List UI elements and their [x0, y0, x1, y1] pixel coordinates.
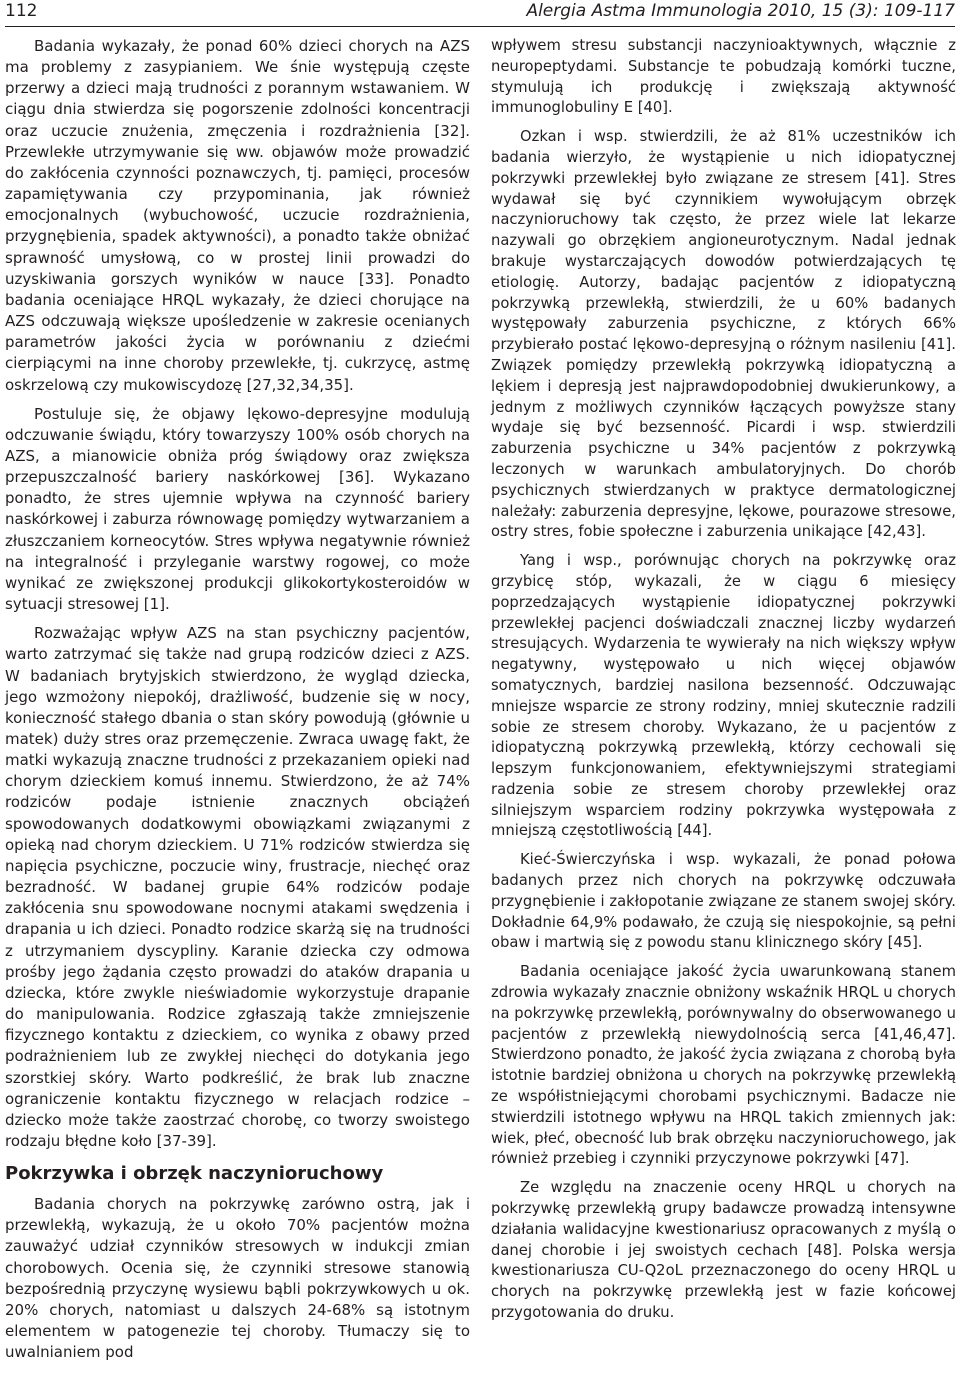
body-paragraph: Ze względu na znaczenie oceny HRQL u chorych na pokrzywkę przewlekłą grupy badawcze prowadzą intensywne działania walidacyjne kwestionariusz opracowanych z myślą o danej chorobie i jej swoistych cechach [48]. Polska wersja kwestionariusza CU-Q2oL przeznaczonego do oceny HRQL u chorych na pokrzywkę przewlekłą jest w fazie końcowej przygotowania do druku. [491, 1179, 956, 1322]
page-header [5, 0, 955, 26]
section-heading: Pokrzywka i obrzęk naczynioruchowy [5, 1163, 384, 1185]
body-paragraph: wpływem stresu substancji naczynioaktywnych, włącznie z neuropeptydami. Substancje te pobudzają komórki tuczne, stymulują ich produkcję i zwiększają aktywność immunoglobuliny E [40]. [491, 37, 956, 117]
right-column [491, 36, 956, 1332]
body-paragraph: Badania oceniające jakość życia uwarunkowaną stanem zdrowia wykazały znacznie obniżony wskaźnik HRQL u chorych na pokrzywkę przewlekłą, porównywalny do obserwowanego u pacjentów z przewlekłą niewydolnością serca [41,46,47]. Stwierdzono ponadto, że jakość życia związana z chorobą była istotnie bardziej obniżona u chorych na pokrzywkę przewlekłą ze współistniejącymi chorobami psychicznymi. Badacze nie stwierdzili istotnego wpływu na HRQL takich zmiennych jak: wiek, płeć, obecność lub brak obrzęku naczynioruchowego, jak również przebieg i czynniki przyczynowe pokrzywki [47]. [491, 963, 956, 1168]
page-number: 112 [5, 1, 38, 21]
header-rule [5, 26, 955, 27]
body-paragraph: Badania chorych na pokrzywkę zarówno ostrą, jak i przewlekłą, wykazują, że u około 70% pacjentów można zauważyć udział czynników stresowych w indukcji zmian chorobowych. Ocenia się, że czynniki stresowe stanowią bezpośrednią przyczynę wysiewu bąbli pokrzywkowych u ok. 20% chorych, natomiast u dalszych 24-68% są istotnym elementem w patogenezie tej choroby. Tłumaczy się to uwalnianiem pod [5, 1195, 470, 1362]
body-paragraph: Yang i wsp., porównując chorych na pokrzywkę oraz grzybicę stóp, wykazali, że w ciągu 6 miesięcy poprzedzających wystąpienie idiopatycznej pokrzywki przewlekłej pacjenci doświadczali znacznej liczby wydarzeń stresujących. Wydarzenia te wywierały na nich większy wpływ negatywny, występowało u nich więcej objawów somatycznych, bardziej nasilona bezsenność. Odczuwając mniejsze wsparcie ze strony rodziny, mniej skutecznie radzili sobie ze stresem choroby. Wykazano, że u pacjentów z idiopatyczną pokrzywką przewlekłą, którzy cechowali się lepszym funkcjonowaniem, efektywniejszymi strategiami radzenia sobie ze stresem choroby przewlekłej oraz silniejszym wsparciem rodziny pokrzywka występowała z mniejszą częstotliwością [44]. [491, 552, 956, 840]
body-paragraph: Kieć-Świerczyńska i wsp. wykazali, że ponad połowa badanych przez nich chorych na pokrzywkę odczuwała przygnębienie i zakłopotanie związane ze stanem swojej skóry. Dokładnie 64,9% podawało, że czują się niespokojnie, są pełni obaw i martwią się z powodu stanu klinicznego skóry [45]. [491, 851, 956, 952]
body-paragraph: Badania wykazały, że ponad 60% dzieci chorych na AZS ma problemy z zasypianiem. We śnie występują częste przerwy a dzieci mają trudności z porannym wstawaniem. W ciągu dnia stwierdza się pogorszenie zdolności koncentracji oraz uczucie znużenia, zmęczenia i rozdrażnienia [32]. Przewlekłe utrzymywanie się ww. objawów może prowadzić do zakłócenia czynności poznawczych, tj. pamięci, procesów zapamiętywania czy przypominania, jak również emocjonalnych (wybuchowość, uczucie rozdrażnienia, przygnębienia, spadek aktywności), a ponadto także obniżać sprawność umysłową, co w prostej linii prowadzi do uzyskiwania gorszych wyników w nauce [33]. Ponadto badania oceniające HRQL wykazały, że dzieci chorujące na AZS odczuwają większe upośledzenie w zakresie ocenianych parametrów jakości życia w porównaniu z dziećmi cierpiącymi na inne choroby przewlekłe, tj. cukrzycę, astmę oskrzelową czy mukowiscydozę [27,32,34,35]. [5, 37, 470, 394]
body-paragraph: Postuluje się, że objawy lękowo-depresyjne modulują odczuwanie świądu, który towarzyszy 100% osób chorych na AZS, a mianowicie obniża próg świądowy oraz zwiększa przepuszczalność bariery naskórkowej [36]. Wykazano ponadto, że stres ujemnie wpływa na czynność bariery naskórkowej i zaburza równowagę pomiędzy wytwarzaniem a złuszczaniem korneocytów. Stres wpływa negatywnie również na integralność i przyleganie warstwy rogowej, co może wynikać ze zwiększonej produkcji glikokortykosteroidów w sytuacji stresowej [1]. [5, 404, 470, 614]
body-paragraph: Ozkan i wsp. stwierdzili, że aż 81% uczestników ich badania wierzyło, że wystąpienie u nich idiopatycznej pokrzywki przewlekłej było związane ze stresem [41]. Stres wydawał się być czynnikiem wywołującym obrzęk naczynioruchowy tak często, że przez wiele lat lekarze nazywali go obrzękiem angioneurotycznym. Nadal jednak brakuje wystarczających dowodów potwierdzających tę etiologię. Autorzy, badając pacjentów z idiopatyczną pokrzywką przewlekłą, stwierdzili, że u 60% badanych występowały zaburzenia psychiczne, z których 66% przybierało postać lękowo-depresyjną o różnym nasileniu [41]. Związek pomiędzy przewlekłą pokrzywką idiopatyczną a lękiem i depresją jest najprawdopodobniej dwukierunkowy, a jednym z możliwych czynników łączących powyższe stany wydaje się być bezsenność. Picardi i wsp. stwierdzili zaburzenia psychiczne u 34% pacjentów z pokrzywką leczonych w warunkach ambulatoryjnych. Do chorób psychicznych stwierdzanych w praktyce dermatologicznej należały: zaburzenia depresyjne, lękowe, pourazowe stresowe, ostry stres, fobie społeczne i zaburzenia unikające [42,43]. [491, 128, 956, 541]
journal-citation: Alergia Astma Immunologia 2010, 15 (3): 109-117 [526, 1, 955, 21]
body-paragraph: Rozważając wpływ AZS na stan psychiczny pacjentów, warto zatrzymać się także nad grupą rodziców dzieci z AZS. W badaniach brytyjskich stwierdzono, że wygląd dziecka, jego wzmożony niepokój, drażliwość, budzenie się w nocy, konieczność stałego dbania o stan skóry powodują (głównie u matek) duży stres oraz przemęczenie. Zwraca uwagę fakt, że matki wykazują znaczne trudności z przekazaniem opieki nad chorym dzieckiem komuś innemu. Stwierdzono, że aż 74% rodziców podaje istnienie znacznych obciążeń spowodowanych dodatkowymi obowiązkami związanymi z opieką nad chorym dzieckiem. U 71% rodziców stwierdza się napięcia psychiczne, poczucie winy, frustracje, niechęć oraz bezradność. W badanej grupie 64% rodziców podaje zakłócenia snu spowodowane nocnymi atakami swędzenia i drapania u ich dzieci. Ponadto rodzice skarżą się na trudności z utrzymaniem dyscypliny. Karanie dziecka czy odmowa prośby jego żądania często prowadzi do ataków drapania u dziecka, które zwykle nieświadomie wykorzystuje drapanie do manipulowania. Rodzice zgłaszają także zmniejszenie fizycznego kontaktu z dzieckiem, co wynika z obawy przed podrażnieniem lub ze zwykłej niechęci do dotykania jego szorstkiej skóry. Warto podkreślić, że brak lub znaczne ograniczenie kontaktu fizycznego w relacjach rodzice – dziecko może także zaostrzać chorobę, co tworzy swoistego rodzaju błędne koło [37-39]. [5, 624, 470, 1150]
left-column [5, 36, 470, 1371]
